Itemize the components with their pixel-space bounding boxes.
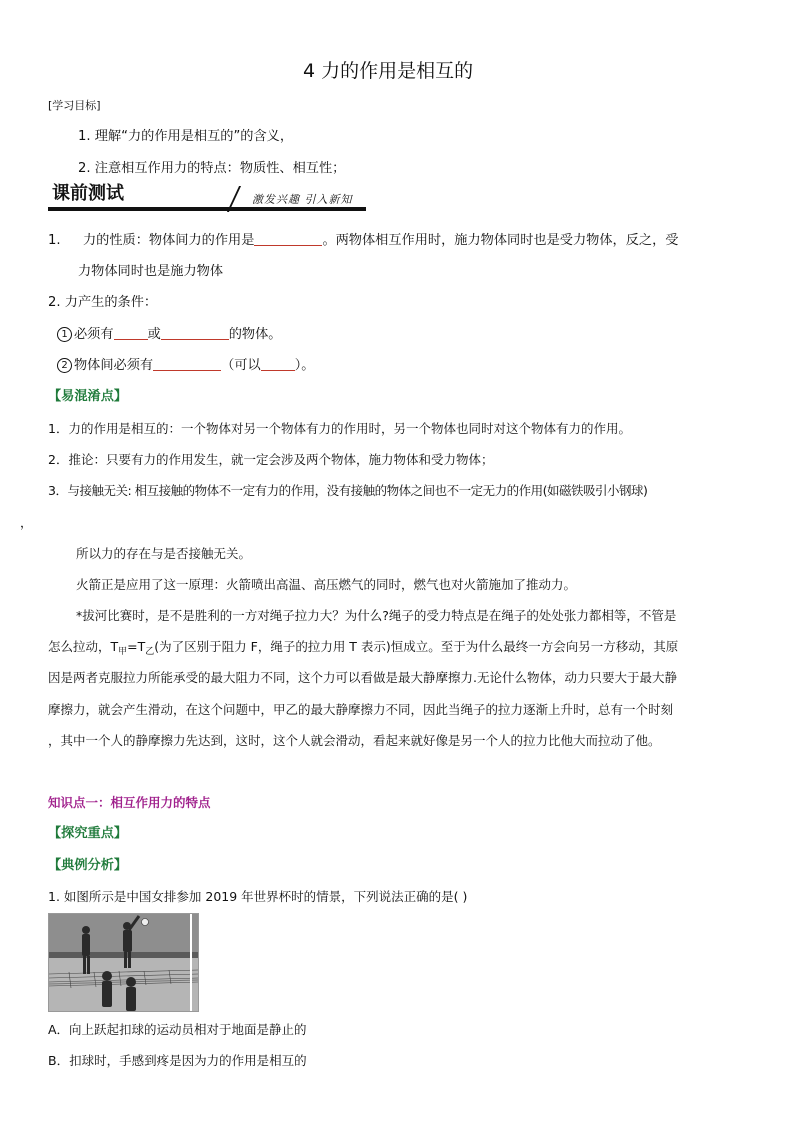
volleyball-photo [48,913,199,1012]
option-a[interactable]: A．向上跃起扣球的运动员相对于地面是静止的 [48,1022,307,1037]
answer-blank[interactable] [161,325,229,340]
condition-text: ）。 [294,358,315,373]
condition-text: 必须有 [74,327,114,342]
subscript: 甲 [118,647,128,657]
answer-blank[interactable] [254,231,322,246]
condition-text: 的物体。 [228,327,282,342]
q1-number: 1. [48,233,61,248]
subscript: 乙 [145,647,155,657]
banner-slogan: 激发兴趣 引入新知 [252,193,353,206]
example-header: 【典例分析】 [48,858,128,873]
condition-text: 或 [147,327,161,342]
page-title: 4 力的作用是相互的 [303,60,474,82]
confusion-p9: 摩擦力，就会产生滑动，在这个问题中，甲乙的最大静摩擦力不同，因此当绳子的拉力逐渐上升时，总有一个时刻 [48,702,674,717]
confusion-p5: 火箭正是应用了这一原理：火箭喷出高温、高压燃气的同时，燃气也对火箭施加了推动力。 [76,577,577,592]
condition-1 [57,325,282,345]
banner-underline [48,207,366,211]
goals-header: [学习目标] [48,99,101,112]
circled-number: 1 [57,327,72,342]
knowledge-point-title: 知识点一：相互作用力的特点 [48,795,211,810]
confusion-p10: ，其中一个人的静摩擦力先达到，这时，这个人就会滑动，看起来就好像是另一个人的拉力比他大而拉动了他。 [48,733,661,748]
goal-item: 2. 注意相互作用力的特点：物质性、相互性； [78,161,346,176]
confusion-p3-tail: ， [20,515,33,530]
confusion-p7 [48,637,678,659]
circled-number: 2 [57,358,72,373]
confusion-p8: 因是两者克服拉力所能承受的最大阻力不同，这个力可以看做是最大静摩擦力.无论什么物体，动力只要大于最大静 [48,670,677,685]
pretest-q1-cont: 力物体同时也是施力物体 [78,264,224,279]
answer-blank[interactable] [261,356,295,371]
pretest-q2: 2. 力产生的条件： [48,295,158,310]
option-b[interactable]: B．扣球时，手感到疼是因为力的作用是相互的 [48,1053,307,1068]
condition-text: 物体间必须有 [74,358,154,373]
confusion-p1: 1．力的作用是相互的：一个物体对另一个物体有力的作用时，另一个物体也同时对这个物体有力的作用。 [48,421,631,436]
volleyball-illustration [49,914,198,1011]
confusion-p3: 3．与接触无关: 相互接触的物体不一定有力的作用，没有接触的物体之间也不一定无力的作用(如磁铁吸引小钢球) [48,483,648,498]
explore-header: 【探究重点】 [48,826,128,841]
example-question: 1. 如图所示是中国女排参加 2019 年世界杯时的情景，下列说法正确的是( ) [48,889,468,904]
confusion-p6: *拔河比赛时，是不是胜利的一方对绳子拉力大？为什么?绳子的受力特点是在绳子的处处张力都相等，不管是 [76,608,677,623]
answer-blank[interactable] [114,325,148,340]
banner-title: 课前测试 [52,183,124,204]
p7-text: =T [127,639,146,654]
q1-text-b: 。两物体相互作用时，施力物体同时也是受力物体，反之，受 [322,233,679,248]
condition-text: （可以 [221,358,261,373]
confusion-p2: 2．推论：只要有力的作用发生，就一定会涉及两个物体，施力物体和受力物体； [48,452,494,467]
answer-blank[interactable] [153,356,221,371]
q1-text-a: 力的性质：物体间力的作用是 [83,233,255,248]
goal-item: 1. 理解“力的作用是相互的”的含义， [78,129,294,144]
p7-text: (为了区别于阻力 F，绳子的拉力用 T 表示)恒成立。至于为什么最终一方会向另一方移动，其原 [154,639,679,654]
confusion-header: 【易混淆点】 [48,389,128,404]
confusion-p4: 所以力的存在与是否接触无关。 [76,546,252,561]
p7-text: 怎么拉动，T [48,639,119,654]
condition-2 [57,356,314,376]
pretest-q1 [48,231,679,251]
